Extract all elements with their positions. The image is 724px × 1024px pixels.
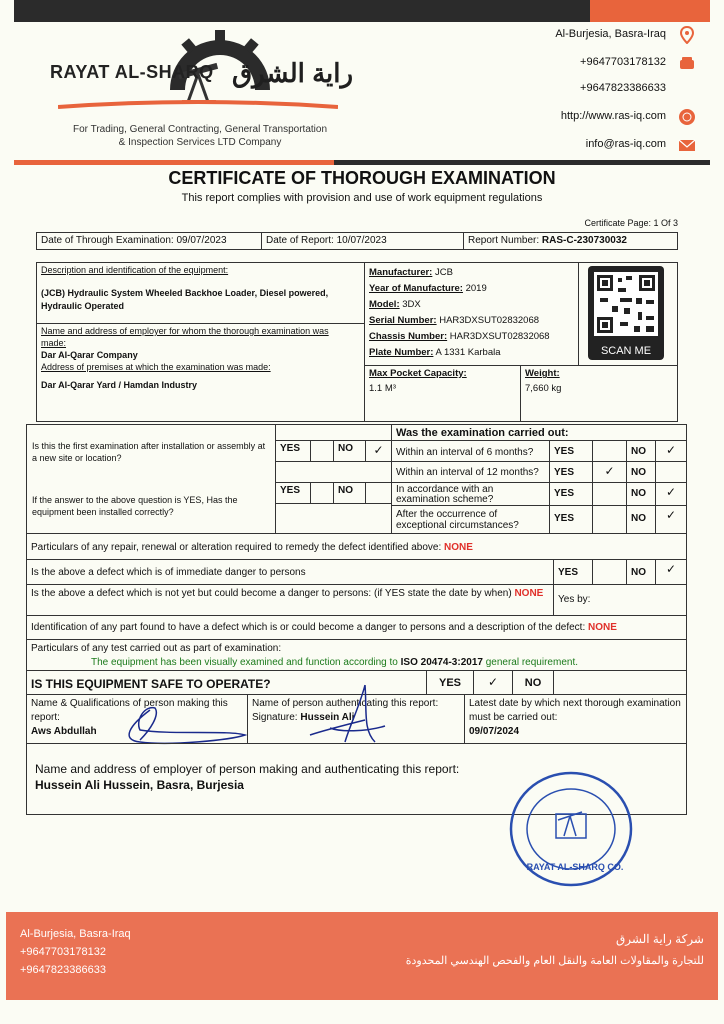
safe-yes-label: YES bbox=[426, 670, 474, 695]
scheme-yes-label: YES bbox=[549, 482, 593, 506]
tagline-line2: & Inspection Services LTD Company bbox=[118, 137, 282, 148]
location-icon bbox=[678, 26, 696, 44]
plate-value: A 1331 Karbala bbox=[435, 347, 501, 358]
signature-value: Hussein Ali bbox=[300, 712, 355, 723]
email-icon bbox=[678, 136, 696, 154]
q2-yes-label: YES bbox=[275, 482, 311, 504]
q-header-blank bbox=[275, 424, 392, 441]
question-installed-correctly: If the answer to the above question is YES, Has the equipment been installed correctly? bbox=[32, 495, 238, 517]
exceptional-yes-box[interactable] bbox=[592, 505, 627, 534]
qr-label: SCAN ME bbox=[600, 345, 652, 357]
part-defect-label: Identification of any part found to have a defect which is or could become a danger to persons and a description of the defect: bbox=[31, 622, 586, 633]
header-phone1: +9647703178132 bbox=[580, 56, 666, 68]
model-value: 3DX bbox=[402, 299, 421, 310]
header-address: Al-Burjesia, Basra-Iraq bbox=[555, 28, 666, 40]
part-defect-value: NONE bbox=[588, 622, 617, 633]
chassis-label: Chassis Number: bbox=[369, 331, 448, 342]
q2-spacer bbox=[275, 503, 392, 534]
date-exam-label: Date of Through Examination: bbox=[41, 235, 174, 246]
phone-icon bbox=[678, 54, 696, 72]
employer-label: Name and address of employer for whom the thorough examination was made: bbox=[41, 326, 329, 348]
qr-code[interactable] bbox=[588, 266, 664, 360]
weight-cell bbox=[520, 365, 678, 422]
i6-no-label: NO bbox=[626, 440, 656, 462]
safe-no-label: NO bbox=[512, 670, 554, 695]
report-number-label: Report Number: bbox=[468, 235, 540, 246]
test-value-a: The equipment has been visually examined and function according to bbox=[91, 657, 398, 668]
tagline-line1: For Trading, General Contracting, General Transportation bbox=[72, 124, 328, 135]
exceptional-no-check[interactable]: ✓ bbox=[655, 505, 687, 534]
signature-aws bbox=[110, 690, 250, 750]
header-website[interactable]: http://www.ras-iq.com bbox=[560, 110, 666, 122]
safe-no-box[interactable] bbox=[553, 670, 687, 695]
safe-yes-check[interactable]: ✓ bbox=[473, 670, 513, 695]
q2-yes-box[interactable] bbox=[310, 482, 334, 504]
test-standard: ISO 20474-3:2017 bbox=[400, 657, 483, 668]
qr-code-icon bbox=[588, 266, 664, 342]
future-danger-label: Is the above a defect which is not yet but could become a danger to persons: (if YES state the date by when) bbox=[31, 588, 512, 599]
footer-phone1: +9647703178132 bbox=[20, 946, 106, 958]
capacity-cell bbox=[364, 365, 521, 422]
scheme-label: In accordance with an examination scheme? bbox=[391, 482, 550, 506]
q1-yes-label: YES bbox=[275, 440, 311, 462]
weight-label: Weight: bbox=[525, 368, 560, 379]
interval-12-label: Within an interval of 12 months? bbox=[391, 461, 550, 483]
immediate-yes-box[interactable] bbox=[592, 559, 627, 585]
future-danger-row bbox=[26, 584, 554, 616]
manufacturer-value: JCB bbox=[434, 267, 453, 278]
next-exam-cell bbox=[464, 694, 687, 744]
q2-no-label: NO bbox=[333, 482, 366, 504]
test-row bbox=[26, 639, 687, 671]
next-exam-label: Latest date by which next thorough examination must be carried out: bbox=[469, 698, 681, 723]
header-email[interactable]: info@ras-iq.com bbox=[585, 138, 666, 150]
scheme-no-label: NO bbox=[626, 482, 656, 506]
signature-label: Signature: bbox=[252, 712, 298, 723]
header-phone2: +9647823386633 bbox=[580, 82, 666, 94]
serial-value: HAR3DXSUT02832068 bbox=[439, 315, 540, 326]
i6-yes-label: YES bbox=[549, 440, 593, 462]
date-exam-cell bbox=[36, 232, 262, 250]
certificate-page: Certificate Page: 1 Of 3 bbox=[584, 218, 678, 228]
capacity-value: 1.1 M³ bbox=[369, 383, 396, 394]
weight-value: 7,660 kg bbox=[525, 383, 562, 394]
document-title: CERTIFICATE OF THOROUGH EXAMINATION bbox=[168, 168, 556, 188]
i6-no-check[interactable]: ✓ bbox=[655, 440, 687, 462]
carried-out-header: Was the examination carried out: bbox=[391, 424, 687, 441]
i12-no-box[interactable] bbox=[655, 461, 687, 483]
report-number-cell bbox=[463, 232, 678, 250]
qualifications-value: Aws Abdullah bbox=[31, 726, 97, 737]
brand-name-ar: راية الشرق bbox=[232, 58, 354, 88]
footer-bar bbox=[6, 912, 718, 1000]
plate-label: Plate Number: bbox=[369, 347, 434, 358]
q1-no-check[interactable]: ✓ bbox=[365, 440, 392, 462]
employer-auth-label: Name and address of employer of person making and authenticating this report: bbox=[35, 762, 460, 776]
yes-by-cell: Yes by: bbox=[553, 584, 687, 616]
q1-spacer bbox=[275, 461, 392, 483]
immediate-yes-label: YES bbox=[553, 559, 593, 585]
i12-yes-check[interactable]: ✓ bbox=[592, 461, 627, 483]
test-label: Particulars of any test carried out as part of examination: bbox=[31, 643, 282, 654]
exceptional-no-label: NO bbox=[626, 505, 656, 534]
scheme-yes-box[interactable] bbox=[592, 482, 627, 506]
footer-company-ar: شركة راية الشرق bbox=[615, 932, 704, 946]
date-report-label: Date of Report: bbox=[266, 235, 334, 246]
immediate-danger-label: Is the above a defect which is of immediate danger to persons bbox=[26, 559, 554, 585]
footer-tagline-ar: للتجارة والمقاولات العامة والنقل العام والفحص الهندسي المحدودة bbox=[405, 955, 704, 967]
premises-label: Address of premises at which the examination was made: bbox=[41, 362, 271, 372]
q1-no-label: NO bbox=[333, 440, 366, 462]
repair-row bbox=[26, 533, 687, 560]
date-exam-value: 09/07/2023 bbox=[176, 235, 227, 246]
report-number-value: RAS-C-230730032 bbox=[541, 235, 627, 246]
orange-swoosh bbox=[58, 96, 338, 106]
footer-address: Al-Burjesia, Basra-Iraq bbox=[20, 928, 131, 940]
exceptional-yes-label: YES bbox=[549, 505, 593, 534]
document-subtitle: This report complies with provision and use of work equipment regulations bbox=[181, 192, 543, 204]
authenticating-label: Name of person authenticating this report: bbox=[252, 698, 439, 709]
footer-phone2: +9647823386633 bbox=[20, 964, 106, 976]
chassis-value: HAR3DXSUT02832068 bbox=[449, 331, 550, 342]
qualifications-label: Name & Qualifications of person making this report: bbox=[31, 698, 228, 723]
capacity-label: Max Pocket Capacity: bbox=[369, 368, 467, 379]
year-value: 2019 bbox=[465, 283, 487, 294]
manufacturer-label: Manufacturer: bbox=[369, 267, 433, 278]
year-label: Year of Manufacture: bbox=[369, 283, 463, 294]
part-defect-row bbox=[26, 615, 687, 640]
header-divider bbox=[14, 160, 710, 165]
stamp-text: RAYAT AL-SHARQ CO. bbox=[526, 862, 624, 872]
scheme-no-check[interactable]: ✓ bbox=[655, 482, 687, 506]
equipment-specs-cell bbox=[364, 262, 579, 366]
web-icon bbox=[678, 108, 696, 126]
repair-value: NONE bbox=[444, 542, 473, 553]
date-report-cell bbox=[261, 232, 464, 250]
exceptional-label: After the occurrence of exceptional circumstances? bbox=[391, 505, 550, 534]
i6-yes-box[interactable] bbox=[592, 440, 627, 462]
desc-label: Description and identification of the equipment: bbox=[41, 265, 229, 275]
interval-6-label: Within an interval of 6 months? bbox=[391, 440, 550, 462]
repair-label: Particulars of any repair, renewal or alteration required to remedy the defect identified above: bbox=[31, 542, 442, 553]
model-label: Model: bbox=[369, 299, 400, 310]
q1-yes-box[interactable] bbox=[310, 440, 334, 462]
safe-question: IS THIS EQUIPMENT SAFE TO OPERATE? bbox=[26, 670, 427, 695]
immediate-no-label: NO bbox=[626, 559, 656, 585]
top-bar bbox=[14, 0, 710, 22]
i12-yes-label: YES bbox=[549, 461, 593, 483]
employer-value: Dar Al-Qarar Company bbox=[41, 350, 138, 360]
serial-label: Serial Number: bbox=[369, 315, 437, 326]
q2-no-box[interactable] bbox=[365, 482, 392, 504]
future-danger-value: NONE bbox=[514, 588, 544, 599]
immediate-no-check[interactable]: ✓ bbox=[655, 559, 687, 585]
brand-name-en: RAYAT AL-SHARQ bbox=[50, 62, 214, 82]
desc-value: (JCB) Hydraulic System Wheeled Backhoe Loader, Diesel powered, Hydraulic Operated bbox=[41, 288, 329, 311]
date-report-value: 10/07/2023 bbox=[336, 235, 387, 246]
question-first-exam: Is this the first examination after installation or assembly at a new site or location? bbox=[32, 441, 266, 463]
i12-no-label: NO bbox=[626, 461, 656, 483]
signature-hussein bbox=[305, 680, 395, 750]
test-value-c: general requirement. bbox=[485, 657, 578, 668]
next-exam-value: 09/07/2024 bbox=[469, 726, 520, 737]
employer-auth-value: Hussein Ali Hussein, Basra, Burjesia bbox=[35, 778, 244, 792]
premises-value: Dar Al-Qarar Yard / Hamdan Industry bbox=[41, 380, 198, 390]
